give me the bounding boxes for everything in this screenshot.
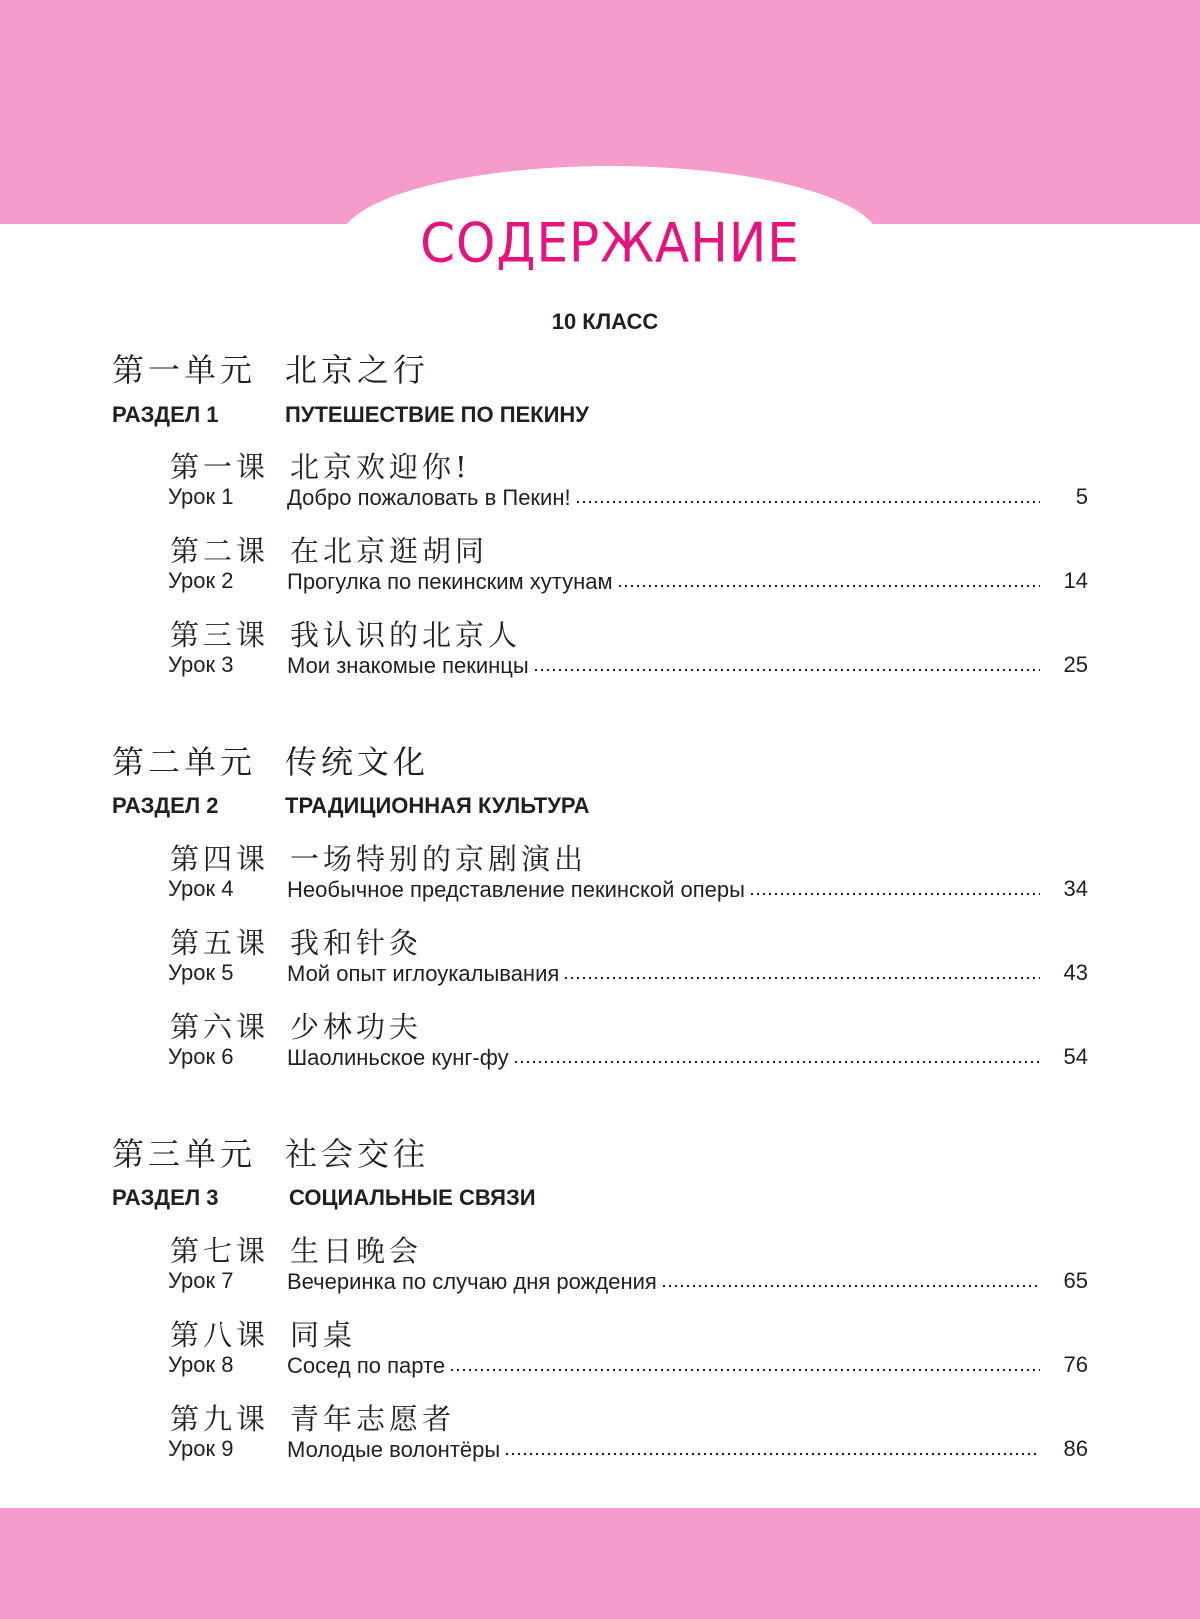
lesson-9-page-number: 86	[1063, 1436, 1088, 1461]
toc-entry-lesson-6[interactable]	[287, 1041, 1040, 1071]
lesson-1-page-number: 5	[1075, 484, 1088, 509]
unit-2-title-ru: ТРАДИЦИОННАЯ КУЛЬТУРА	[285, 793, 590, 818]
unit-1-number-cn: 第一单元	[112, 351, 257, 389]
lesson-9-number-ru: Урок 9	[168, 1436, 234, 1461]
unit-2-number-ru: РАЗДЕЛ 2	[112, 793, 219, 818]
lesson-7-number-cn: 第七课	[170, 1234, 270, 1268]
lesson-5-title-ru: Мой опыт иглоукалывания	[287, 961, 560, 986]
lesson-9-title-ru: Молодые волонтёры	[287, 1437, 501, 1462]
lesson-1-title-cn: 北京欢迎你!	[290, 450, 471, 484]
lesson-2-title-ru: Прогулка по пекинским хутунам	[287, 569, 613, 594]
lesson-6-number-cn: 第六课	[170, 1010, 270, 1044]
lesson-8-number-cn: 第八课	[170, 1318, 270, 1352]
lesson-8-title-ru: Сосед по парте	[287, 1353, 446, 1378]
dot-leader	[563, 975, 1040, 981]
lesson-5-page-number: 43	[1063, 960, 1088, 985]
lesson-7-page-number: 65	[1063, 1268, 1088, 1293]
lesson-2-number-cn: 第二课	[170, 534, 270, 568]
lesson-7-title-ru: Вечеринка по случаю дня рождения	[287, 1269, 657, 1294]
lesson-2-title-cn: 在北京逛胡同	[290, 534, 489, 568]
lesson-4-number-ru: Урок 4	[168, 876, 234, 901]
lesson-3-number-ru: Урок 3	[168, 652, 234, 677]
toc-entry-lesson-1[interactable]	[287, 481, 1040, 511]
lesson-5-title-cn: 我和针灸	[290, 926, 423, 960]
unit-3-number-cn: 第三单元	[112, 1135, 257, 1173]
lesson-6-number-ru: Урок 6	[168, 1044, 234, 1069]
dot-leader	[749, 891, 1040, 897]
lesson-3-title-cn: 我认识的北京人	[290, 618, 522, 652]
toc-entry-lesson-9[interactable]	[287, 1433, 1040, 1463]
lesson-4-page-number: 34	[1063, 876, 1088, 901]
unit-1-number-ru: РАЗДЕЛ 1	[112, 402, 219, 427]
lesson-6-title-cn: 少林功夫	[290, 1010, 423, 1044]
dot-leader	[617, 583, 1040, 589]
lesson-1-title-ru: Добро пожаловать в Пекин!	[287, 485, 571, 510]
lesson-7-number-ru: Урок 7	[168, 1268, 234, 1293]
unit-2-title-cn: 传统文化	[285, 743, 430, 781]
grade-heading: 10 КЛАСС	[551, 309, 659, 334]
lesson-4-number-cn: 第四课	[170, 842, 270, 876]
unit-2-number-cn: 第二单元	[112, 743, 257, 781]
dot-leader	[504, 1451, 1040, 1457]
lesson-3-title-ru: Мои знакомые пекинцы	[287, 653, 529, 678]
lesson-9-number-cn: 第九课	[170, 1402, 270, 1436]
toc-entry-lesson-8[interactable]	[287, 1349, 1040, 1379]
dot-leader	[661, 1283, 1040, 1289]
lesson-5-number-ru: Урок 5	[168, 960, 234, 985]
dot-leader	[533, 667, 1040, 673]
lesson-8-number-ru: Урок 8	[168, 1352, 234, 1377]
unit-3-number-ru: РАЗДЕЛ 3	[112, 1185, 219, 1210]
lesson-1-number-ru: Урок 1	[168, 484, 234, 509]
dot-leader	[575, 499, 1040, 505]
unit-1-title-ru: ПУТЕШЕСТВИЕ ПО ПЕКИНУ	[285, 402, 589, 427]
lesson-6-page-number: 54	[1063, 1044, 1088, 1069]
lesson-9-title-cn: 青年志愿者	[290, 1402, 456, 1436]
unit-1-title-cn: 北京之行	[285, 351, 430, 389]
toc-entry-lesson-2[interactable]	[287, 565, 1040, 595]
lesson-4-title-ru: Необычное представление пекинской оперы	[287, 877, 745, 902]
lesson-7-title-cn: 生日晚会	[290, 1234, 423, 1268]
toc-entry-lesson-4[interactable]	[287, 873, 1040, 903]
unit-3-title-cn: 社会交往	[285, 1135, 430, 1173]
lesson-2-number-ru: Урок 2	[168, 568, 234, 593]
dot-leader	[513, 1059, 1040, 1065]
lesson-8-title-cn: 同桌	[290, 1318, 357, 1352]
lesson-2-page-number: 14	[1063, 568, 1088, 593]
lesson-8-page-number: 76	[1063, 1352, 1088, 1377]
unit-3-title-ru: СОЦИАЛЬНЫЕ СВЯЗИ	[289, 1185, 536, 1210]
toc-entry-lesson-5[interactable]	[287, 957, 1040, 987]
lesson-5-number-cn: 第五课	[170, 926, 270, 960]
lesson-4-title-cn: 一场特别的京剧演出	[290, 842, 588, 876]
page-title: СОДЕРЖАНИЕ	[420, 211, 800, 275]
toc-entry-lesson-7[interactable]	[287, 1265, 1040, 1295]
toc-entry-lesson-3[interactable]	[287, 649, 1040, 679]
lesson-6-title-ru: Шаолиньское кунг-фу	[287, 1045, 509, 1070]
lesson-3-page-number: 25	[1063, 652, 1088, 677]
dot-leader	[449, 1367, 1040, 1373]
lesson-1-number-cn: 第一课	[170, 450, 270, 484]
lesson-3-number-cn: 第三课	[170, 618, 270, 652]
bottom-decorative-band	[0, 1508, 1200, 1619]
